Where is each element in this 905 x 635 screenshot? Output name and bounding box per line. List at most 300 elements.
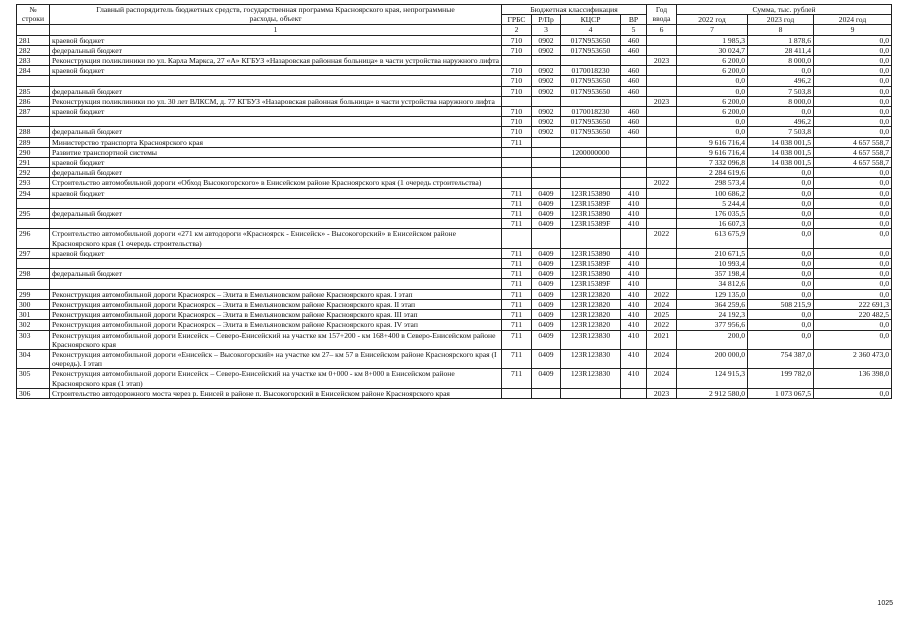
row-sum-2024: 0,0 (814, 188, 892, 198)
row-sum-2023: 14 038 001,5 (748, 137, 814, 147)
table-row (17, 369, 892, 388)
row-rzpr (532, 158, 561, 168)
row-kcsr: 0170018230 (561, 66, 621, 76)
row-sum-2024: 0,0 (814, 45, 892, 55)
row-sum-2022: 377 956,6 (677, 320, 748, 330)
row-sum-2024: 0,0 (814, 209, 892, 219)
row-grbs: 711 (502, 269, 532, 279)
row-grbs (502, 158, 532, 168)
row-year: 2025 (647, 310, 677, 320)
row-sum-2022: 124 915,3 (677, 369, 748, 388)
budget-class-header: Бюджетная классификация (502, 5, 647, 15)
row-object: Реконструкция автомобильной дороги Красноярск – Элита в Емельяновском районе Красноярского края. IV этап (50, 320, 502, 330)
row-sum-2024: 0,0 (814, 107, 892, 117)
row-sum-2022: 210 671,5 (677, 248, 748, 258)
table-row (17, 320, 892, 330)
row-grbs (502, 178, 532, 188)
col-2024-header: 2024 год (814, 15, 892, 25)
page-number: 1025 (877, 600, 893, 607)
row-sum-2024: 0,0 (814, 388, 892, 398)
row-rzpr: 0902 (532, 127, 561, 137)
table-row (17, 279, 892, 289)
column-number: 2 (502, 25, 532, 35)
row-sum-2023: 7 503,8 (748, 127, 814, 137)
row-grbs: 710 (502, 117, 532, 127)
table-row (17, 219, 892, 229)
row-number: 287 (17, 107, 50, 117)
row-number (17, 198, 50, 208)
row-vr: 460 (621, 86, 647, 96)
table-row (17, 117, 892, 127)
row-vr (621, 56, 647, 66)
row-object (50, 117, 502, 127)
row-rzpr: 0902 (532, 86, 561, 96)
sum-header: Сумма, тыс. рублей (677, 5, 892, 15)
table-row (17, 209, 892, 219)
row-rzpr: 0409 (532, 198, 561, 208)
row-object: Реконструкция автомобильной дороги Красноярск – Элита в Емельяновском районе Красноярского края. III этап (50, 310, 502, 320)
row-year (647, 259, 677, 269)
row-vr: 410 (621, 219, 647, 229)
table-body (17, 35, 892, 398)
table-row (17, 229, 892, 248)
row-number: 290 (17, 147, 50, 157)
row-number: 305 (17, 369, 50, 388)
row-vr: 410 (621, 188, 647, 198)
row-sum-2024: 220 482,5 (814, 310, 892, 320)
row-year (647, 66, 677, 76)
row-grbs: 711 (502, 299, 532, 309)
row-year (647, 188, 677, 198)
row-kcsr: 123R123830 (561, 330, 621, 349)
row-grbs: 711 (502, 137, 532, 147)
row-sum-2023: 8 000,0 (748, 56, 814, 66)
row-rzpr: 0902 (532, 76, 561, 86)
row-kcsr: 123R153890 (561, 248, 621, 258)
row-year: 2022 (647, 320, 677, 330)
row-rzpr (532, 168, 561, 178)
row-sum-2022: 0,0 (677, 117, 748, 127)
row-number (17, 117, 50, 127)
row-sum-2023: 0,0 (748, 198, 814, 208)
row-sum-2023: 496,2 (748, 117, 814, 127)
row-rzpr (532, 96, 561, 106)
row-grbs: 710 (502, 127, 532, 137)
row-vr (621, 96, 647, 106)
row-sum-2024: 0,0 (814, 35, 892, 45)
row-number: 289 (17, 137, 50, 147)
row-rzpr: 0409 (532, 330, 561, 349)
column-number: 1 (50, 25, 502, 35)
table-row (17, 147, 892, 157)
row-vr: 410 (621, 289, 647, 299)
row-rzpr (532, 229, 561, 248)
row-sum-2023: 1 073 067,5 (748, 388, 814, 398)
row-number: 288 (17, 127, 50, 137)
row-year (647, 248, 677, 258)
row-sum-2024: 0,0 (814, 96, 892, 106)
col-number-header-line2: строки (21, 14, 45, 24)
row-number: 302 (17, 320, 50, 330)
row-vr: 410 (621, 349, 647, 368)
row-sum-2023: 754 387,0 (748, 349, 814, 368)
row-rzpr: 0409 (532, 369, 561, 388)
row-year (647, 279, 677, 289)
row-sum-2023: 0,0 (748, 330, 814, 349)
row-vr: 410 (621, 320, 647, 330)
row-object: краевой бюджет (50, 188, 502, 198)
row-sum-2024: 0,0 (814, 219, 892, 229)
row-sum-2024: 0,0 (814, 127, 892, 137)
row-sum-2022: 364 259,6 (677, 299, 748, 309)
row-rzpr: 0409 (532, 188, 561, 198)
row-vr: 410 (621, 269, 647, 279)
row-number: 292 (17, 168, 50, 178)
column-number (17, 25, 50, 35)
row-sum-2023: 0,0 (748, 219, 814, 229)
row-rzpr: 0409 (532, 259, 561, 269)
table-row (17, 45, 892, 55)
row-sum-2022: 30 024,7 (677, 45, 748, 55)
row-year (647, 209, 677, 219)
row-object: федеральный бюджет (50, 127, 502, 137)
row-sum-2022: 200,0 (677, 330, 748, 349)
row-number: 284 (17, 66, 50, 76)
row-number: 294 (17, 188, 50, 198)
row-sum-2024: 222 691,3 (814, 299, 892, 309)
table-header (17, 5, 892, 36)
row-rzpr: 0409 (532, 269, 561, 279)
row-vr: 410 (621, 209, 647, 219)
row-sum-2022: 2 284 619,6 (677, 168, 748, 178)
row-year (647, 117, 677, 127)
row-grbs (502, 168, 532, 178)
table-row (17, 198, 892, 208)
col-rzpr-header: Р/Пр (532, 15, 561, 25)
row-object (50, 198, 502, 208)
row-year (647, 76, 677, 86)
row-number: 303 (17, 330, 50, 349)
row-object: Строительство автодорожного моста через р. Енисей в районе п. Высокогорский в Енисейском районе Красноярского края (50, 388, 502, 398)
row-sum-2023: 0,0 (748, 229, 814, 248)
row-sum-2022: 357 198,4 (677, 269, 748, 279)
row-kcsr (561, 158, 621, 168)
row-number: 299 (17, 289, 50, 299)
row-rzpr: 0902 (532, 45, 561, 55)
row-sum-2024: 4 657 558,7 (814, 137, 892, 147)
row-grbs: 711 (502, 289, 532, 299)
row-object (50, 219, 502, 229)
table-row (17, 388, 892, 398)
row-vr: 460 (621, 66, 647, 76)
row-vr: 460 (621, 107, 647, 117)
row-rzpr: 0409 (532, 320, 561, 330)
budget-table (16, 4, 892, 399)
row-year: 2024 (647, 349, 677, 368)
row-sum-2024: 0,0 (814, 330, 892, 349)
row-sum-2022: 9 616 716,4 (677, 137, 748, 147)
table-row (17, 137, 892, 147)
row-kcsr (561, 96, 621, 106)
row-grbs (502, 147, 532, 157)
table-row (17, 35, 892, 45)
row-sum-2022: 7 332 096,8 (677, 158, 748, 168)
row-object: Министерство транспорта Красноярского края (50, 137, 502, 147)
row-grbs: 710 (502, 76, 532, 86)
row-sum-2023: 0,0 (748, 289, 814, 299)
row-kcsr: 017N953650 (561, 45, 621, 55)
row-number: 301 (17, 310, 50, 320)
row-object: краевой бюджет (50, 107, 502, 117)
row-number: 304 (17, 349, 50, 368)
row-object: краевой бюджет (50, 248, 502, 258)
row-number: 300 (17, 299, 50, 309)
row-year: 2022 (647, 178, 677, 188)
row-rzpr (532, 147, 561, 157)
row-sum-2023: 14 038 001,5 (748, 158, 814, 168)
row-sum-2024: 0,0 (814, 168, 892, 178)
row-kcsr: 017N953650 (561, 76, 621, 86)
row-rzpr: 0409 (532, 248, 561, 258)
row-object: Развитие транспортной системы (50, 147, 502, 157)
row-sum-2024: 4 657 558,7 (814, 147, 892, 157)
table-row (17, 76, 892, 86)
row-sum-2022: 10 993,4 (677, 259, 748, 269)
row-object (50, 279, 502, 289)
column-number: 9 (814, 25, 892, 35)
row-number: 285 (17, 86, 50, 96)
row-year: 2022 (647, 289, 677, 299)
col-number-header (17, 5, 50, 25)
row-year (647, 198, 677, 208)
row-grbs (502, 96, 532, 106)
row-sum-2023: 0,0 (748, 168, 814, 178)
row-sum-2022: 100 686,2 (677, 188, 748, 198)
row-vr (621, 147, 647, 157)
row-sum-2023: 7 503,8 (748, 86, 814, 96)
row-rzpr: 0902 (532, 66, 561, 76)
table-row (17, 310, 892, 320)
row-object (50, 76, 502, 86)
row-sum-2022: 613 675,9 (677, 229, 748, 248)
row-kcsr: 123R15389F (561, 259, 621, 269)
row-number (17, 219, 50, 229)
row-grbs (502, 388, 532, 398)
row-sum-2023: 0,0 (748, 188, 814, 198)
row-sum-2023: 14 038 001,5 (748, 147, 814, 157)
row-kcsr: 123R123830 (561, 369, 621, 388)
row-vr: 460 (621, 76, 647, 86)
row-rzpr: 0409 (532, 299, 561, 309)
row-kcsr: 017N953650 (561, 117, 621, 127)
table-row (17, 178, 892, 188)
document-page (16, 4, 891, 399)
row-sum-2024: 0,0 (814, 178, 892, 188)
row-kcsr: 123R15389F (561, 279, 621, 289)
row-kcsr: 123R153890 (561, 188, 621, 198)
row-sum-2024: 136 398,0 (814, 369, 892, 388)
row-grbs: 711 (502, 279, 532, 289)
row-kcsr: 1200000000 (561, 147, 621, 157)
row-number: 293 (17, 178, 50, 188)
row-grbs: 711 (502, 320, 532, 330)
row-sum-2024: 0,0 (814, 259, 892, 269)
row-vr: 460 (621, 35, 647, 45)
row-sum-2023: 0,0 (748, 269, 814, 279)
row-sum-2022: 0,0 (677, 86, 748, 96)
row-rzpr: 0409 (532, 349, 561, 368)
row-sum-2023: 0,0 (748, 248, 814, 258)
column-number-row (17, 25, 892, 35)
row-sum-2023: 0,0 (748, 259, 814, 269)
row-rzpr (532, 137, 561, 147)
row-sum-2024: 0,0 (814, 86, 892, 96)
row-kcsr: 123R123820 (561, 320, 621, 330)
row-vr (621, 158, 647, 168)
row-grbs: 711 (502, 330, 532, 349)
row-kcsr: 123R123820 (561, 310, 621, 320)
row-kcsr (561, 229, 621, 248)
row-sum-2023: 496,2 (748, 76, 814, 86)
table-row (17, 96, 892, 106)
row-object: Реконструкция автомобильной дороги Енисейск – Северо-Енисейский на участке км 157+200 - км 168+400 в Северо-Енисейском районе Красноярского края (50, 330, 502, 349)
table-row (17, 269, 892, 279)
row-year (647, 168, 677, 178)
row-number: 283 (17, 56, 50, 66)
table-row (17, 248, 892, 258)
row-year (647, 127, 677, 137)
row-vr: 460 (621, 45, 647, 55)
table-row (17, 289, 892, 299)
row-sum-2022: 298 573,4 (677, 178, 748, 188)
row-grbs: 711 (502, 310, 532, 320)
row-number: 297 (17, 248, 50, 258)
table-row (17, 188, 892, 198)
row-number: 295 (17, 209, 50, 219)
table-row (17, 349, 892, 368)
row-year: 2023 (647, 96, 677, 106)
row-sum-2022: 1 985,3 (677, 35, 748, 45)
row-year: 2024 (647, 369, 677, 388)
row-number: 306 (17, 388, 50, 398)
column-number: 4 (561, 25, 621, 35)
col-object-header (50, 5, 502, 25)
row-sum-2022: 6 200,0 (677, 66, 748, 76)
row-object: федеральный бюджет (50, 209, 502, 219)
col-2022-header: 2022 год (677, 15, 748, 25)
row-rzpr: 0409 (532, 219, 561, 229)
row-grbs: 710 (502, 66, 532, 76)
row-grbs: 711 (502, 248, 532, 258)
col-year-header-line2: ввода (652, 14, 671, 24)
row-number (17, 259, 50, 269)
row-rzpr: 0409 (532, 209, 561, 219)
row-vr: 410 (621, 198, 647, 208)
row-sum-2022: 129 135,0 (677, 289, 748, 299)
row-sum-2022: 176 035,5 (677, 209, 748, 219)
row-sum-2024: 0,0 (814, 279, 892, 289)
row-vr (621, 168, 647, 178)
col-year-header-line1: Год (655, 5, 668, 14)
row-year: 2023 (647, 388, 677, 398)
row-kcsr: 123R123820 (561, 299, 621, 309)
row-number (17, 279, 50, 289)
row-sum-2023: 199 782,0 (748, 369, 814, 388)
row-vr: 460 (621, 117, 647, 127)
row-rzpr (532, 56, 561, 66)
row-grbs: 711 (502, 349, 532, 368)
row-number: 298 (17, 269, 50, 279)
table-row (17, 127, 892, 137)
row-kcsr (561, 178, 621, 188)
row-vr (621, 178, 647, 188)
row-object: Реконструкция автомобильной дороги Красноярск – Элита в Емельяновском районе Красноярского края. I этап (50, 289, 502, 299)
row-number: 281 (17, 35, 50, 45)
row-sum-2022: 6 200,0 (677, 56, 748, 66)
row-grbs: 710 (502, 86, 532, 96)
row-kcsr (561, 137, 621, 147)
row-rzpr (532, 178, 561, 188)
row-year: 2022 (647, 229, 677, 248)
row-grbs: 710 (502, 45, 532, 55)
row-sum-2024: 2 360 473,0 (814, 349, 892, 368)
column-number: 5 (621, 25, 647, 35)
table-row (17, 168, 892, 178)
row-kcsr: 123R15389F (561, 198, 621, 208)
table-row (17, 330, 892, 349)
row-rzpr (532, 388, 561, 398)
row-object: краевой бюджет (50, 35, 502, 45)
row-sum-2024: 4 657 558,7 (814, 158, 892, 168)
col-2023-header: 2023 год (748, 15, 814, 25)
row-rzpr: 0409 (532, 279, 561, 289)
row-sum-2022: 34 812,6 (677, 279, 748, 289)
table-row (17, 299, 892, 309)
row-vr: 410 (621, 259, 647, 269)
row-number: 291 (17, 158, 50, 168)
row-object: Реконструкция автомобильной дороги Енисейск – Северо-Енисейский на участке км 0+000 - км 8+000 в Енисейском районе Красноярского края (1 этап) (50, 369, 502, 388)
row-year (647, 45, 677, 55)
row-kcsr: 017N953650 (561, 127, 621, 137)
row-vr: 410 (621, 310, 647, 320)
col-grbs-header: ГРБС (502, 15, 532, 25)
row-kcsr: 0170018230 (561, 107, 621, 117)
row-kcsr: 123R153890 (561, 269, 621, 279)
row-vr (621, 137, 647, 147)
row-sum-2024: 0,0 (814, 269, 892, 279)
table-row (17, 86, 892, 96)
row-year (647, 269, 677, 279)
row-rzpr: 0902 (532, 117, 561, 127)
row-sum-2024: 0,0 (814, 76, 892, 86)
row-sum-2024: 0,0 (814, 56, 892, 66)
column-number: 3 (532, 25, 561, 35)
row-vr: 460 (621, 127, 647, 137)
table-row (17, 259, 892, 269)
row-vr: 410 (621, 299, 647, 309)
row-object: Реконструкция поликлиники по ул. 30 лет ВЛКСМ, д. 77 КГБУЗ «Назаровская районная больница» в части устройства наружного лифта (50, 96, 502, 106)
row-sum-2023: 508 215,9 (748, 299, 814, 309)
row-sum-2023: 0,0 (748, 66, 814, 76)
row-rzpr: 0409 (532, 310, 561, 320)
row-year (647, 137, 677, 147)
table-row (17, 158, 892, 168)
row-year (647, 219, 677, 229)
row-year (647, 86, 677, 96)
row-grbs (502, 229, 532, 248)
col-object-header-line1: Главный распорядитель бюджетных средств, государственная программа Красноярского края, непрограммные (96, 5, 455, 14)
row-sum-2022: 9 616 716,4 (677, 147, 748, 157)
